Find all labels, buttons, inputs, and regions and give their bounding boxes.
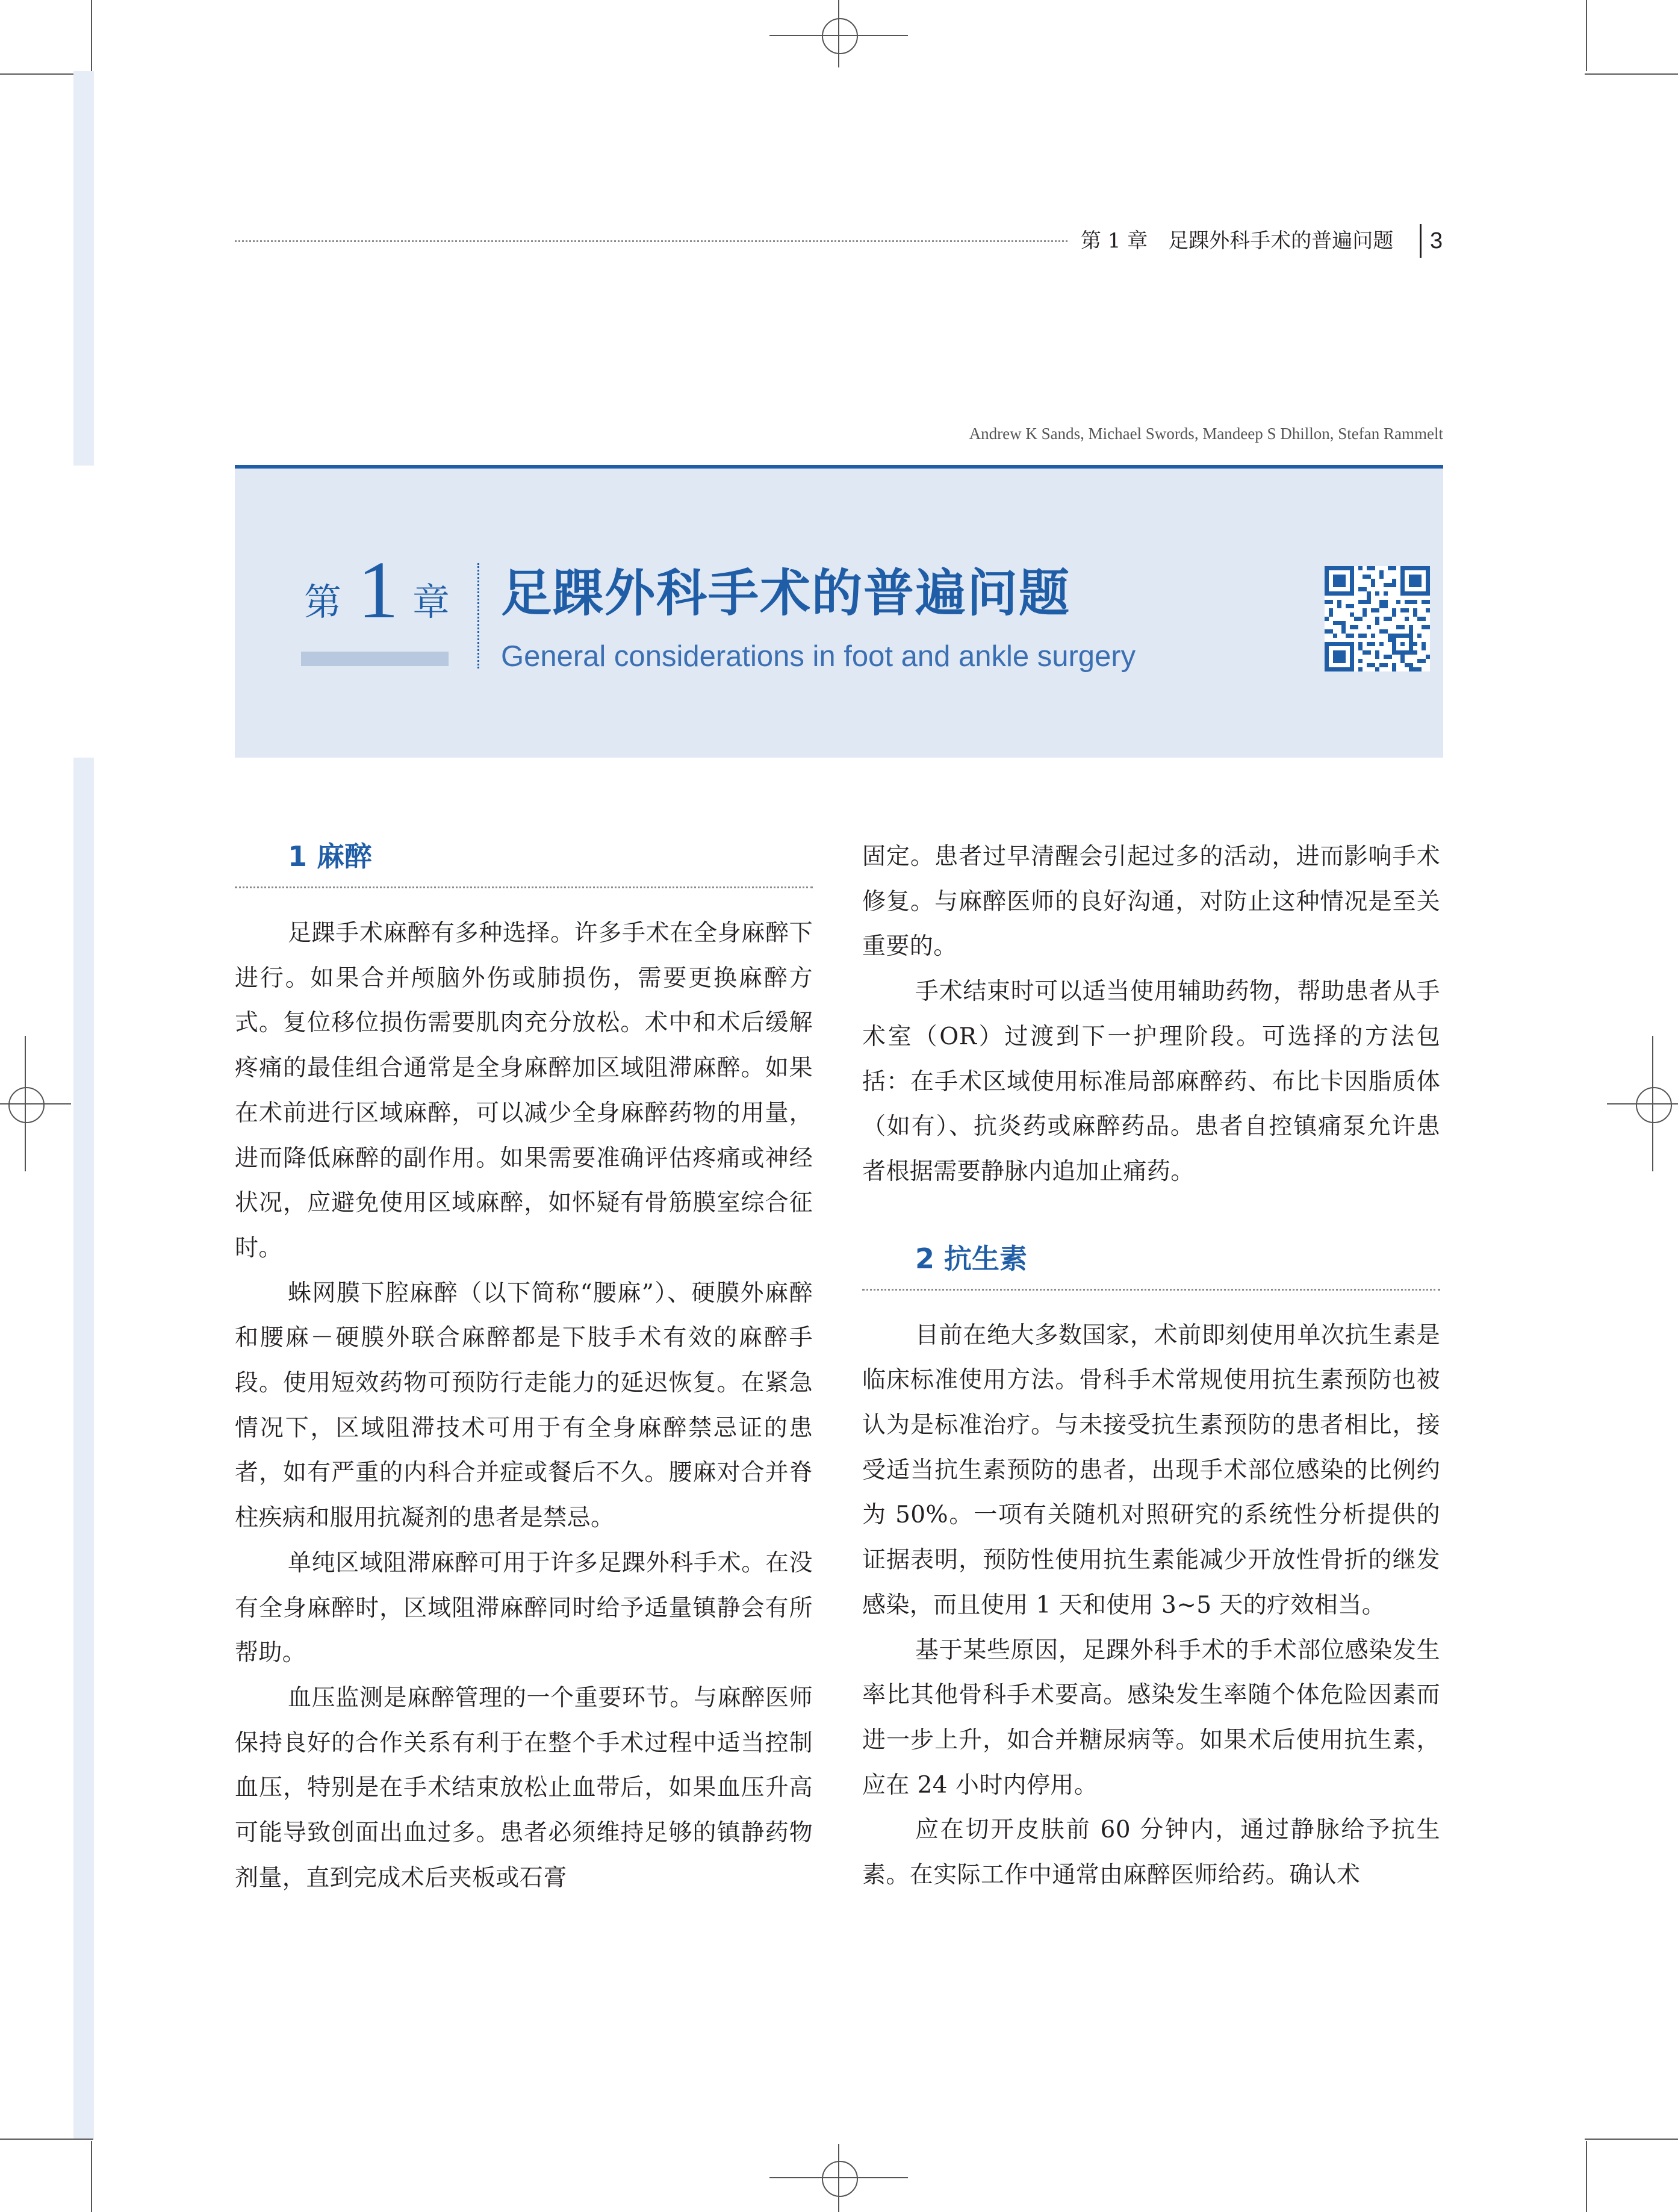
chapter-prefix: 第 xyxy=(304,580,342,624)
body-paragraph: 血压监测是麻醉管理的一个重要环节。与麻醉医师保持良好的合作关系有利于在整个手术过程中适当控制血压，特别是在手术结束放松止血带后，如果血压升高可能导致创面出血过多。患者必须维持足够的镇静药物剂量，直到完成术后夹板或石膏 xyxy=(235,1684,813,1892)
chapter-suffix: 章 xyxy=(412,580,450,624)
section-heading-rule xyxy=(235,886,813,888)
registration-mark xyxy=(838,0,839,67)
registration-mark xyxy=(1607,1103,1678,1104)
margin-strip xyxy=(73,71,94,466)
right-column xyxy=(862,835,1440,1898)
crop-mark xyxy=(1586,2141,1587,2212)
registration-mark xyxy=(25,1036,26,1171)
body-paragraph: 手术结束时可以适当使用辅助药物，帮助患者从手术室（OR）过渡到下一护理阶段。可选择的方法包括：在手术区域使用标准局部麻醉药、布比卡因脂质体（如有）、抗炎药或麻醉药品。患者自控镇痛泵允许患者根据需要静脉内追加止痛药。 xyxy=(862,978,1440,1185)
registration-mark xyxy=(0,1103,71,1104)
crop-mark xyxy=(1585,2139,1678,2140)
crop-mark xyxy=(91,2141,92,2212)
section-heading-antibiotics: 2 抗生素 xyxy=(915,1242,1028,1275)
crop-mark xyxy=(0,2139,93,2140)
page-number: 3 xyxy=(1430,228,1443,254)
body-paragraph: 蛛网膜下腔麻醉（以下简称“腰麻”）、硬膜外麻醉和腰麻－硬膜外联合麻醉都是下肢手术有效的麻醉手段。使用短效药物可预防行走能力的延迟恢复。在紧急情况下，区域阻滞技术可用于有全身麻醉禁忌证的患者，如有严重的内科合并症或餐后不久。腰麻对合并脊柱疾病和服用抗凝剂的患者是禁忌。 xyxy=(235,1279,813,1532)
crop-mark xyxy=(1585,73,1678,75)
left-column xyxy=(235,826,813,1901)
registration-mark xyxy=(1636,1087,1672,1123)
registration-mark xyxy=(1652,1036,1653,1171)
chapter-number-underbar xyxy=(301,652,449,666)
section-heading-rule xyxy=(862,1289,1440,1291)
body-paragraph: 足踝手术麻醉有多种选择。许多手术在全身麻醉下进行。如果合并颅脑外伤或肺损伤，需要更换麻醉方式。复位移位损伤需要肌肉充分放松。术中和术后缓解疼痛的最佳组合通常是全身麻醉加区域阻滞麻醉。如果在术前进行区域麻醉，可以减少全身麻醉药物的用量，进而降低麻醉的副作用。如果需要准确评估疼痛或神经状况，应避免使用区域麻醉，如怀疑有骨筋膜室综合征时。 xyxy=(235,920,813,1262)
registration-mark xyxy=(8,1087,45,1123)
chapter-authors: Andrew K Sands, Michael Swords, Mandeep S Dhillon, Stefan Rammelt xyxy=(969,425,1443,443)
registration-mark xyxy=(822,2161,858,2197)
registration-mark xyxy=(838,2144,839,2212)
chapter-title-english: General considerations in foot and ankle surgery xyxy=(501,640,1136,673)
qr-code-icon xyxy=(1325,566,1430,671)
section-heading-anesthesia: 1 麻醉 xyxy=(288,840,373,873)
chapter-divider xyxy=(477,563,479,668)
running-header-rule xyxy=(235,240,1067,242)
body-paragraph: 基于某些原因，足踝外科手术的手术部位感染发生率比其他骨科手术要高。感染发生率随个体危险因素而进一步上升，如合并糖尿病等。如果术后使用抗生素，应在 24 小时内停用。 xyxy=(862,1636,1440,1799)
crop-mark xyxy=(91,0,92,71)
body-paragraph: 应在切开皮肤前 60 分钟内，通过静脉给予抗生素。在实际工作中通常由麻醉医师给药。确认术 xyxy=(862,1816,1440,1889)
body-paragraph: 目前在绝大多数国家，术前即刻使用单次抗生素是临床标准使用方法。骨科手术常规使用抗生素预防也被认为是标准治疗。与未接受抗生素预防的患者相比，接受适当抗生素预防的患者，出现手术部位感染的比例约为 50%。一项有关随机对照研究的系统性分析提供的证据表明，预防性使用抗生素能减少开放性骨折的继发感染，而且使用 1 天和使用 3~5 天的疗效相当。 xyxy=(862,1321,1440,1619)
body-paragraph-continued: 固定。患者过早清醒会引起过多的活动，进而影响手术修复。与麻醉医师的良好沟通，对防止这种情况是至关重要的。 xyxy=(862,843,1440,961)
margin-strip xyxy=(73,758,94,2139)
crop-mark xyxy=(1586,0,1587,71)
chapter-title-chinese: 足踝外科手术的普遍问题 xyxy=(501,564,1071,623)
body-paragraph: 单纯区域阻滞麻醉可用于许多足踝外科手术。在没有全身麻醉时，区域阻滞麻醉同时给予适量镇静会有所帮助。 xyxy=(235,1549,813,1667)
chapter-number: 1 xyxy=(358,545,399,635)
running-header-title: 第 1 章 足踝外科手术的普遍问题 xyxy=(1081,229,1394,253)
registration-mark xyxy=(822,18,858,54)
running-header-separator xyxy=(1420,224,1422,258)
section-gap xyxy=(862,1195,1440,1229)
